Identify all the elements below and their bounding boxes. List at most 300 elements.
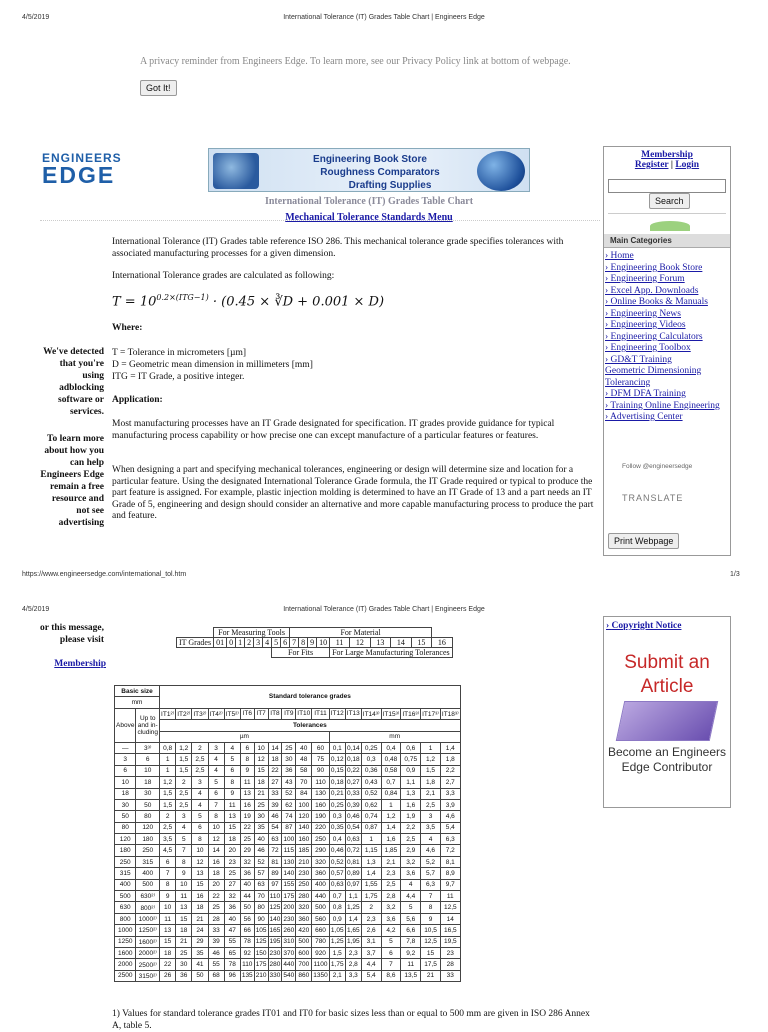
table-cell: 1000	[115, 925, 136, 936]
table-cell: 18	[115, 788, 136, 799]
category-item-training[interactable]: › Training Online Engineering	[605, 400, 720, 411]
register-link[interactable]: Register	[634, 160, 669, 170]
table-cell: 1,1	[345, 891, 361, 902]
it-grade-formula	[112, 293, 384, 309]
table-cell: 13	[176, 902, 192, 913]
it-grade-cell: 10	[317, 638, 330, 648]
it-grade-cell: 16	[432, 638, 453, 648]
table-cell: 30	[176, 959, 192, 970]
table-cell: 10,5	[421, 925, 441, 936]
table-row	[115, 856, 461, 867]
table-cell: 43	[282, 777, 296, 788]
it-grade-cell: 8	[299, 638, 308, 648]
table-cell: 5,4	[440, 822, 460, 833]
table-row	[115, 845, 461, 856]
table-cell: 1,5	[160, 799, 176, 810]
membership-link-2[interactable]: Membership	[54, 659, 106, 669]
table-cell: 3	[176, 811, 192, 822]
privacy-notice: A privacy reminder from Engineers Edge. To learn more, see our Privacy Policy link at bottom of webpage.	[140, 56, 571, 67]
table-cell: 4	[192, 799, 208, 810]
table-cell: 2	[361, 902, 381, 913]
table-cell: 15	[192, 879, 208, 890]
grade-header-cell: IT9	[282, 708, 296, 719]
table-cell: 1250²⁾	[136, 925, 160, 936]
footer-url: https://www.engineersedge.com/international_tol.htm	[22, 571, 187, 578]
table-cell: 3³⁾	[136, 742, 160, 753]
standard-tolerance-table	[114, 685, 461, 982]
table-row	[115, 891, 461, 902]
become-contributor-text[interactable]: Become an Engineers Edge Contributor	[607, 745, 727, 774]
sidebar	[603, 146, 731, 556]
table-cell: 13	[160, 925, 176, 936]
membership-link[interactable]: Membership	[641, 150, 693, 160]
table-cell: 16	[192, 891, 208, 902]
category-list	[605, 251, 730, 424]
table-cell: 18	[254, 777, 268, 788]
search-input[interactable]	[608, 179, 726, 193]
table-row	[115, 822, 461, 833]
table-cell: 1100	[312, 959, 329, 970]
table-cell: 10	[115, 777, 136, 788]
table-cell: 66	[240, 925, 254, 936]
it-grade-cell: 13	[370, 638, 391, 648]
table-cell: 18	[192, 902, 208, 913]
table-cell: 0,97	[345, 879, 361, 890]
table-cell: 29	[240, 845, 254, 856]
table-cell: 130	[282, 856, 296, 867]
banner-line-3: Drafting Supplies	[348, 180, 432, 191]
table-cell: 4	[208, 765, 224, 776]
category-item-toolbox[interactable]: › Engineering Toolbox	[605, 343, 691, 353]
table-cell: 27	[268, 777, 282, 788]
table-cell: 39	[268, 799, 282, 810]
table-cell: 18	[268, 754, 282, 765]
table-cell: 1,4	[345, 913, 361, 924]
table-cell: 2,8	[381, 891, 401, 902]
table-cell: 360	[296, 913, 312, 924]
above-header: Above	[115, 708, 136, 742]
intro-paragraph: International Tolerance (IT) Grades table reference ISO 286. This mechanical tolerance grade specifies tolerances with associated manufacturing processes for a given dimension.	[112, 237, 564, 259]
table-cell: 0,6	[401, 742, 421, 753]
category-item-excel[interactable]: › Excel App. Downloads	[605, 285, 699, 296]
table-cell: 2,2	[401, 822, 421, 833]
table-cell: 1,8	[440, 754, 460, 765]
table-cell: 24	[192, 925, 208, 936]
table-cell: 11	[176, 891, 192, 902]
table-cell: 315	[115, 868, 136, 879]
banner-line-2: Roughness Comparators	[320, 167, 440, 178]
table-cell: 4	[192, 788, 208, 799]
table-cell: 6,3	[440, 834, 460, 845]
table-cell: 3,5	[160, 834, 176, 845]
table-cell: 7,8	[401, 936, 421, 947]
adblock-continued: or this message, please visit	[40, 623, 104, 645]
table-row	[115, 834, 461, 845]
table-cell: 11	[160, 913, 176, 924]
table-cell: 15	[254, 765, 268, 776]
table-cell: 9	[160, 891, 176, 902]
grade-header-cell: IT8	[268, 708, 282, 719]
table-cell: 17,5	[421, 959, 441, 970]
table-cell: 175	[282, 891, 296, 902]
it-grade-cell: 4	[263, 638, 272, 648]
table-cell: 90	[254, 913, 268, 924]
table-cell: 2,1	[421, 788, 441, 799]
table-cell: 0,14	[345, 742, 361, 753]
table-cell: 0,9	[329, 913, 345, 924]
table-cell: 400	[115, 879, 136, 890]
engineers-edge-logo[interactable]	[42, 152, 142, 186]
print-webpage-button[interactable]: Print Webpage	[608, 533, 679, 549]
article-book-icon	[616, 701, 719, 741]
table-cell: 200	[282, 902, 296, 913]
table-cell: 440	[282, 959, 296, 970]
table-cell: 5	[192, 811, 208, 822]
table-cell: 500	[312, 902, 329, 913]
table-cell: 135	[240, 970, 254, 981]
table-cell: 70	[296, 777, 312, 788]
table-cell: 2,9	[401, 845, 421, 856]
table-cell: 3,6	[401, 868, 421, 879]
table-cell: 63	[254, 879, 268, 890]
tolerance-menu-link[interactable]: Mechanical Tolerance Standards Menu	[285, 212, 453, 223]
table-cell: 6	[160, 856, 176, 867]
table-cell: 0,4	[329, 834, 345, 845]
table-cell: 370	[282, 947, 296, 958]
table-cell: 10	[136, 765, 160, 776]
print-header-date-2: 4/5/2019	[22, 606, 50, 613]
category-item-gdt[interactable]: › GD&T Training	[605, 354, 672, 365]
table-cell: 62	[282, 799, 296, 810]
table-cell: 0,12	[329, 754, 345, 765]
it-grade-cell: 2	[245, 638, 254, 648]
table-cell: 15	[224, 822, 240, 833]
tolerances-header: Tolerances	[160, 720, 461, 731]
table-cell: 3,3	[345, 970, 361, 981]
calc-line: International Tolerance grades are calculated as following:	[112, 271, 335, 281]
table-cell: 8,1	[440, 856, 460, 867]
it-grade-cell: 3	[254, 638, 263, 648]
table-cell: 0,35	[329, 822, 345, 833]
category-item-home[interactable]: › Home	[605, 251, 634, 261]
table-cell: 78	[240, 936, 254, 947]
table-cell: 10	[192, 845, 208, 856]
category-item-videos[interactable]: › Engineering Videos	[605, 320, 686, 330]
table-cell: 7	[381, 959, 401, 970]
table-cell: 33	[268, 788, 282, 799]
table-cell: 1,75	[361, 891, 381, 902]
table-cell: 160	[296, 834, 312, 845]
table-cell: 250	[115, 856, 136, 867]
table-cell: 11	[240, 777, 254, 788]
table-cell: 40	[224, 913, 240, 924]
adblock-notice: We've detected that you're using adblocking software or services.	[43, 347, 104, 417]
table-cell: 12,5	[421, 936, 441, 947]
table-cell: 2,5	[192, 754, 208, 765]
table-cell: 13	[240, 788, 254, 799]
table-cell: 19	[240, 811, 254, 822]
table-cell: 0,87	[361, 822, 381, 833]
table-cell: 500	[136, 879, 160, 890]
table-cell: 130	[312, 788, 329, 799]
table-cell: 5,2	[421, 856, 441, 867]
table-cell: 0,7	[329, 891, 345, 902]
table-cell: 5	[381, 936, 401, 947]
table-cell: 16	[208, 856, 224, 867]
table-cell: 22	[240, 822, 254, 833]
table-cell: 2,2	[440, 765, 460, 776]
table-cell: 5	[176, 834, 192, 845]
table-cell: 41	[192, 959, 208, 970]
application-paragraph: Most manufacturing processes have an IT Grade designated for specification. IT grades provide guidance for typical manufacturing process capability or how precise one can except manufacture of a particular features or features.	[112, 419, 555, 441]
table-row	[115, 902, 461, 913]
table-cell: 26	[160, 970, 176, 981]
book-store-banner[interactable]	[208, 148, 530, 192]
table-cell: 12,5	[440, 902, 460, 913]
table-cell: 0,25	[329, 799, 345, 810]
table-cell: 0,33	[345, 788, 361, 799]
table-cell: 2,5	[401, 834, 421, 845]
table-cell: 1,2	[381, 811, 401, 822]
table-cell: 5,6	[401, 913, 421, 924]
table-cell: 0,22	[345, 765, 361, 776]
login-link[interactable]: Login	[675, 160, 700, 170]
table-cell: 8	[224, 777, 240, 788]
table-row	[115, 742, 461, 753]
table-cell: 1	[361, 834, 381, 845]
table-cell: 1250	[115, 936, 136, 947]
table-cell: 8	[421, 902, 441, 913]
table-cell: 8	[160, 879, 176, 890]
it-grades-label: IT Grades	[177, 638, 214, 648]
table-cell: 0,15	[329, 765, 345, 776]
table-cell: 75	[312, 754, 329, 765]
where-line-itg: ITG = IT Grade, a positive integer.	[112, 372, 245, 382]
table-cell: 58	[296, 765, 312, 776]
table-cell: 7	[160, 868, 176, 879]
table-cell: 3	[115, 754, 136, 765]
grade-header-cell: IT13	[345, 708, 361, 719]
category-item-advertising[interactable]: › Advertising Center	[605, 412, 683, 422]
table-cell: 50	[192, 970, 208, 981]
category-item-calculators[interactable]: › Engineering Calculators	[605, 331, 703, 342]
table-cell: 120	[296, 811, 312, 822]
table-cell: 1,5	[329, 947, 345, 958]
table-cell: 1,5	[176, 754, 192, 765]
table-cell: 230	[268, 947, 282, 958]
table-cell: 6,6	[401, 925, 421, 936]
table-cell: 65	[224, 947, 240, 958]
table-cell: 89	[268, 868, 282, 879]
category-item-geometric[interactable]: Geometric Dimensioning Tolerancing	[605, 366, 702, 388]
table-cell: 120	[136, 822, 160, 833]
grade-header-cell: IT3²⁾	[192, 708, 208, 719]
table-cell: 0,18	[345, 754, 361, 765]
table-cell: 105	[254, 925, 268, 936]
table-cell: 110	[240, 959, 254, 970]
table-cell: 46	[254, 845, 268, 856]
table-cell: 8	[192, 834, 208, 845]
table-cell: 2500	[115, 970, 136, 981]
it-grade-cell: 1	[236, 638, 245, 648]
table-cell: 22	[208, 891, 224, 902]
table-cell: 18	[176, 925, 192, 936]
table-cell: 0,72	[345, 845, 361, 856]
table-cell: 6	[192, 822, 208, 833]
basic-size-mm: mm	[115, 697, 160, 708]
table-cell: 120	[115, 834, 136, 845]
table-cell: 315	[136, 856, 160, 867]
table-cell: 600	[296, 947, 312, 958]
it-grade-cell: 5	[272, 638, 281, 648]
for-fits-label: For Fits	[272, 648, 330, 658]
table-cell: 310	[282, 936, 296, 947]
it-grade-cell: 15	[411, 638, 432, 648]
table-cell: 1350	[312, 970, 329, 981]
table-cell: 32	[240, 856, 254, 867]
table-cell: 6	[224, 765, 240, 776]
it-usage-table	[176, 627, 453, 658]
table-cell: 48	[296, 754, 312, 765]
search-button[interactable]: Search	[649, 193, 690, 209]
formula-prefix: T = 10	[112, 294, 157, 310]
table-cell: 52	[254, 856, 268, 867]
table-cell: 68	[208, 970, 224, 981]
grade-header-cell: IT6	[240, 708, 254, 719]
table-cell: 0,9	[401, 765, 421, 776]
grade-header-cell: IT7	[254, 708, 268, 719]
table-cell: 27	[224, 879, 240, 890]
table-cell: 55	[224, 936, 240, 947]
unit-mm: mm	[329, 731, 460, 742]
table-cell: 920	[312, 947, 329, 958]
table-cell: 2,8	[345, 959, 361, 970]
table-cell: 0,3	[329, 811, 345, 822]
table-cell: 90	[312, 765, 329, 776]
table-cell: 1,3	[361, 856, 381, 867]
up-to-header: Up to and in-cluding	[136, 708, 160, 742]
table-cell: 25	[176, 947, 192, 958]
std-grades-header: Standard tolerance grades	[160, 686, 461, 709]
print-header-title: International Tolerance (IT) Grades Table Chart | Engineers Edge	[283, 14, 485, 21]
table-cell: 3,7	[361, 947, 381, 958]
table-cell: 5,7	[421, 868, 441, 879]
table-cell: 1,1	[401, 777, 421, 788]
table-cell: 210	[296, 856, 312, 867]
table-cell: 10	[254, 742, 268, 753]
table-cell: 175	[254, 959, 268, 970]
table-cell: 1,85	[381, 845, 401, 856]
table-cell: 2	[192, 742, 208, 753]
category-item-online-books[interactable]: › Online Books & Manuals	[605, 297, 708, 307]
table-cell: 260	[282, 925, 296, 936]
footnote: 1) Values for standard tolerance grades IT01 and IT0 for basic sizes less than or equal to 500 mm are given in ISO 286 Annex A, table 5.	[112, 1009, 590, 1031]
sidebar-divider	[608, 213, 726, 214]
table-cell: 74	[282, 811, 296, 822]
table-cell: 3,9	[440, 799, 460, 810]
table-cell: 4,6	[421, 845, 441, 856]
table-cell: 50	[115, 811, 136, 822]
table-cell: 25	[240, 834, 254, 845]
category-item-forum[interactable]: › Engineering Forum	[605, 274, 685, 284]
table-cell: 540	[282, 970, 296, 981]
it-grade-cell: 0	[227, 638, 236, 648]
table-cell: 40	[240, 879, 254, 890]
table-cell: 16	[240, 799, 254, 810]
table-cell: 21	[421, 970, 441, 981]
copyright-notice-link[interactable]: › Copyright Notice	[606, 621, 682, 631]
table-cell: 12	[208, 834, 224, 845]
table-cell: 180	[115, 845, 136, 856]
table-cell: 15	[160, 936, 176, 947]
table-cell: 18	[224, 834, 240, 845]
membership-box: Membership Register | Login	[604, 150, 730, 170]
table-cell: 25	[254, 799, 268, 810]
category-item-dfm[interactable]: › DFM DFA Training	[605, 389, 686, 399]
it-grade-cell: 12	[350, 638, 371, 648]
table-cell: 5	[208, 777, 224, 788]
submit-article-heading[interactable]: Submit an Article	[624, 652, 710, 697]
table-cell: 46	[268, 811, 282, 822]
table-cell: 1600	[115, 947, 136, 958]
table-cell: 660	[312, 925, 329, 936]
table-row	[115, 868, 461, 879]
table-row	[115, 754, 461, 765]
translate-button[interactable]: TRANSLATE	[622, 493, 684, 503]
table-cell: 860	[296, 970, 312, 981]
table-cell: 1000²⁾	[136, 913, 160, 924]
follow-link[interactable]: Follow @engineersedge	[622, 463, 693, 470]
table-cell: 280	[268, 959, 282, 970]
table-cell: 320	[296, 902, 312, 913]
grade-header-cell: IT14³⁾	[361, 708, 381, 719]
basic-size-header: Basic size	[115, 686, 160, 697]
table-cell: 25	[224, 868, 240, 879]
it-grade-cell: 14	[391, 638, 412, 648]
table-cell: 0,39	[345, 799, 361, 810]
table-cell: 9,7	[440, 879, 460, 890]
table-cell: 10	[160, 902, 176, 913]
table-cell: 1,25	[345, 902, 361, 913]
table-cell: 3,2	[401, 856, 421, 867]
table-cell: 115	[282, 845, 296, 856]
got-it-button[interactable]: Got It!	[140, 80, 177, 96]
table-cell: 3150²⁾	[136, 970, 160, 981]
table-cell: 3,5	[421, 822, 441, 833]
table-cell: 1,65	[345, 925, 361, 936]
table-cell: 11	[224, 799, 240, 810]
category-item-news[interactable]: › Engineering News	[605, 308, 681, 319]
table-cell: 12	[254, 754, 268, 765]
table-cell: 560	[312, 913, 329, 924]
table-cell: 4,5	[160, 845, 176, 856]
table-cell: 0,84	[381, 788, 401, 799]
table-cell: 0,21	[329, 788, 345, 799]
table-cell: 0,54	[345, 822, 361, 833]
category-item-book-store[interactable]: › Engineering Book Store	[605, 262, 703, 273]
table-cell: 7	[208, 799, 224, 810]
table-cell: 14	[208, 845, 224, 856]
table-cell: 630²⁾	[136, 891, 160, 902]
table-cell: 0,1	[329, 742, 345, 753]
table-cell: 3	[421, 811, 441, 822]
table-cell: 57	[254, 868, 268, 879]
table-cell: 0,52	[329, 856, 345, 867]
table-cell: 140	[268, 913, 282, 924]
grade-header-cell: IT18³⁾	[440, 708, 460, 719]
adblock-help: To learn more about how you can help Engineers Edge remain a free resource and not see advertising	[40, 434, 104, 528]
table-row	[115, 925, 461, 936]
